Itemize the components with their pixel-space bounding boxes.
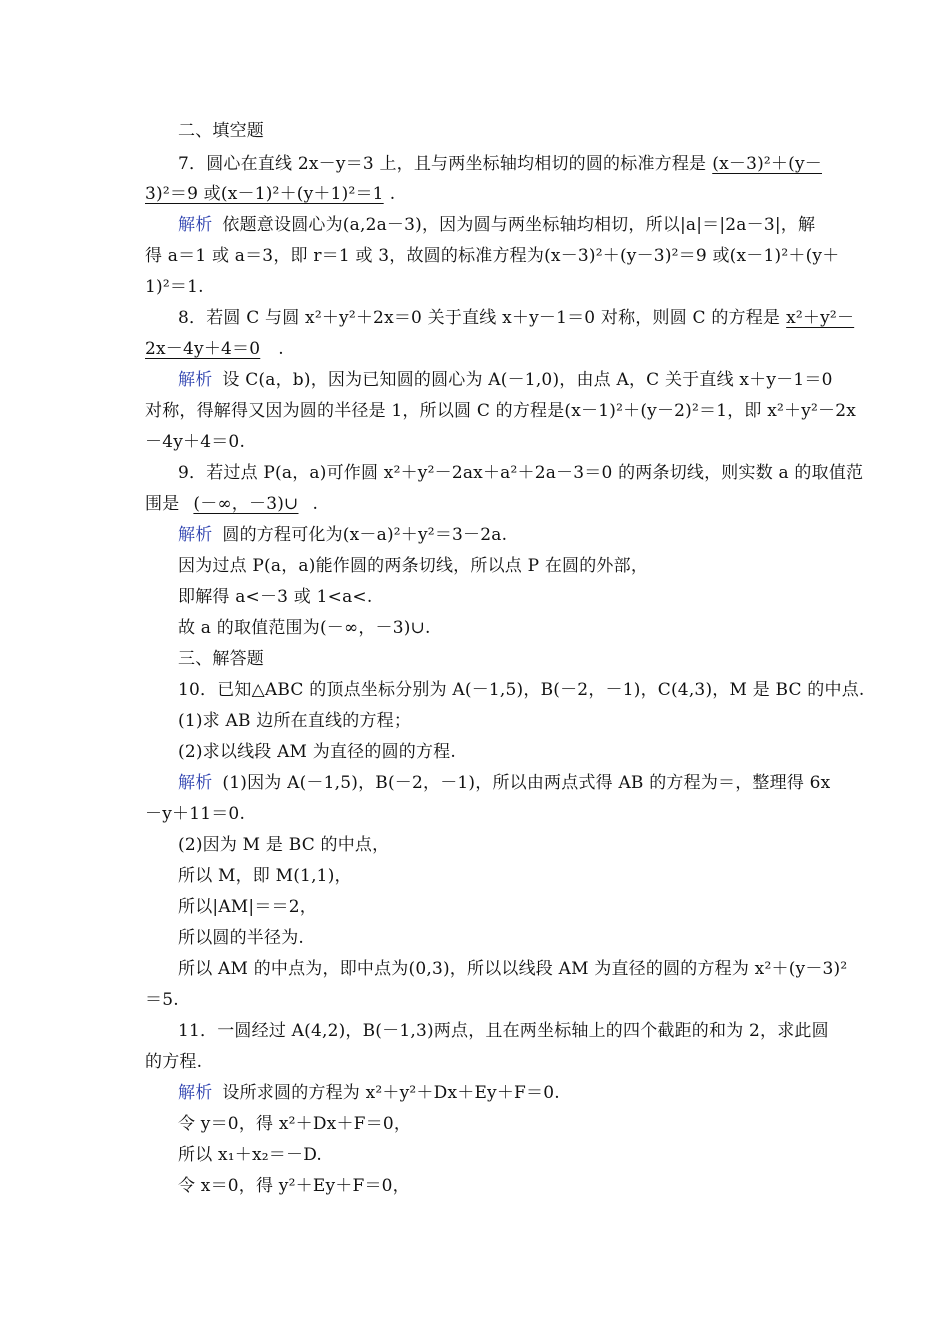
- q9-stem-line2: [145, 493, 318, 515]
- q11-solution-line3: 所以 x₁＋x₂＝－D.: [178, 1145, 323, 1165]
- q8-solution-line1: [178, 369, 833, 391]
- section-heading-fill-blank: 二、填空题: [178, 121, 264, 141]
- q7-period: .: [389, 184, 396, 204]
- q9-solution-text1: 圆的方程可化为(x－a)²＋y²＝3－2a.: [222, 525, 508, 545]
- q7-solution-line1: [178, 214, 815, 236]
- q10-stem: 10．已知△ABC 的顶点坐标分别为 A(－1,5)，B(－2，－1)，C(4,3)，M 是 BC 的中点.: [178, 680, 865, 700]
- q8-solution-line3: －4y＋4＝0.: [145, 432, 246, 452]
- q9-stem-line1: 9．若过点 P(a，a)可作圆 x²＋y²－2ax＋a²＋2a－3＝0 的两条切线，则实数 a 的取值范: [178, 463, 864, 483]
- q8-period: .: [278, 339, 284, 359]
- q9-stem2-prefix: 围是: [145, 494, 180, 514]
- q9-solution-line2: 因为过点 P(a，a)能作圆的两条切线，所以点 P 在圆的外部，: [178, 556, 649, 576]
- q9-period: .: [312, 494, 319, 514]
- q9-solution-line4: 故 a 的取值范围为(－∞，－3)∪.: [178, 618, 431, 638]
- q8-answer-part1: x²＋y²－: [786, 308, 855, 328]
- q8-stem: 8．若圆 C 与圆 x²＋y²＋2x＝0 关于直线 x＋y－1＝0 对称，则圆 C 的方程是: [178, 308, 781, 328]
- q10-solution-line1: [178, 772, 830, 794]
- q7-stem: 7．圆心在直线 2x－y＝3 上，且与两坐标轴均相切的圆的标准方程是: [178, 154, 707, 174]
- q8-stem-line: [178, 307, 860, 329]
- q10-solution-text1: (1)因为 A(－1,5)，B(－2，－1)，所以由两点式得 AB 的方程为＝，整理得 6x: [222, 773, 831, 793]
- q8-solution-text1: 设 C(a，b)，因为已知圆的圆心为 A(－1,0)，由点 A，C 关于直线 x＋y－1＝0: [222, 370, 833, 390]
- q9-solution-line3: 即解得 a<－3 或 1<a<.: [178, 587, 373, 607]
- q9-solution-line1: [178, 524, 507, 546]
- q10-solution-line7: 所以 AM 的中点为，即中点为(0,3)，所以以线段 AM 为直径的圆的方程为 x²＋(y－3)²: [178, 959, 848, 979]
- q7-solution-text1: 依题意设圆心为(a,2a－3)，因为圆与两坐标轴均相切，所以|a|＝|2a－3|，解: [222, 215, 816, 235]
- solution-tag: 解析: [178, 370, 213, 390]
- solution-tag: 解析: [178, 215, 213, 235]
- q10-solution-line4: 所以 M，即 M(1,1)，: [178, 866, 352, 886]
- q9-answer: (－∞，－3)∪: [193, 494, 299, 514]
- q10-solution-line5: 所以|AM|＝＝2，: [178, 897, 317, 917]
- q7-answer-line: [145, 183, 395, 205]
- q10-part1: (1)求 AB 边所在直线的方程；: [178, 711, 412, 731]
- q10-part2: (2)求以线段 AM 为直径的圆的方程.: [178, 742, 456, 762]
- q8-solution-line2: 对称，得解得又因为圆的半径是 1，所以圆 C 的方程是(x－1)²＋(y－2)²＝1，即 x²＋y²－2x: [145, 401, 857, 421]
- solution-tag: 解析: [178, 1083, 213, 1103]
- q7-solution-line3: 1)²＝1.: [145, 277, 204, 297]
- q10-solution-line8: ＝5.: [145, 990, 179, 1010]
- q10-solution-line6: 所以圆的半径为.: [178, 928, 305, 948]
- section-heading-answer: 三、解答题: [178, 649, 264, 669]
- q11-stem-line2: 的方程.: [145, 1052, 203, 1072]
- q10-solution-line2: －y＋11＝0.: [145, 804, 246, 824]
- q11-solution-line2: 令 y＝0，得 x²＋Dx＋F＝0，: [178, 1114, 412, 1134]
- q11-stem-line1: 11．一圆经过 A(4,2)，B(－1,3)两点，且在两坐标轴上的四个截距的和为 2，求此圆: [178, 1021, 829, 1041]
- q8-answer-line: [145, 338, 284, 360]
- q7-answer-part2: 3)²＝9 或(x－1)²＋(y＋1)²＝1: [145, 184, 384, 204]
- q11-solution-line1: [178, 1082, 560, 1104]
- q8-answer-part2: 2x－4y＋4＝0: [145, 339, 261, 359]
- q7-solution-line2: 得 a＝1 或 a＝3，即 r＝1 或 3，故圆的标准方程为(x－3)²＋(y－3)²＝9 或(x－1)²＋(y＋: [145, 246, 840, 266]
- solution-tag: 解析: [178, 525, 213, 545]
- q11-solution-line4: 令 x＝0，得 y²＋Ey＋F＝0，: [178, 1176, 410, 1196]
- q7-answer-part1: (x－3)²＋(y－: [712, 154, 822, 174]
- q7-stem-line: [178, 153, 828, 175]
- q11-solution-text1: 设所求圆的方程为 x²＋y²＋Dx＋Ey＋F＝0.: [222, 1083, 560, 1103]
- solution-tag: 解析: [178, 773, 213, 793]
- q10-solution-line3: (2)因为 M 是 BC 的中点，: [178, 835, 390, 855]
